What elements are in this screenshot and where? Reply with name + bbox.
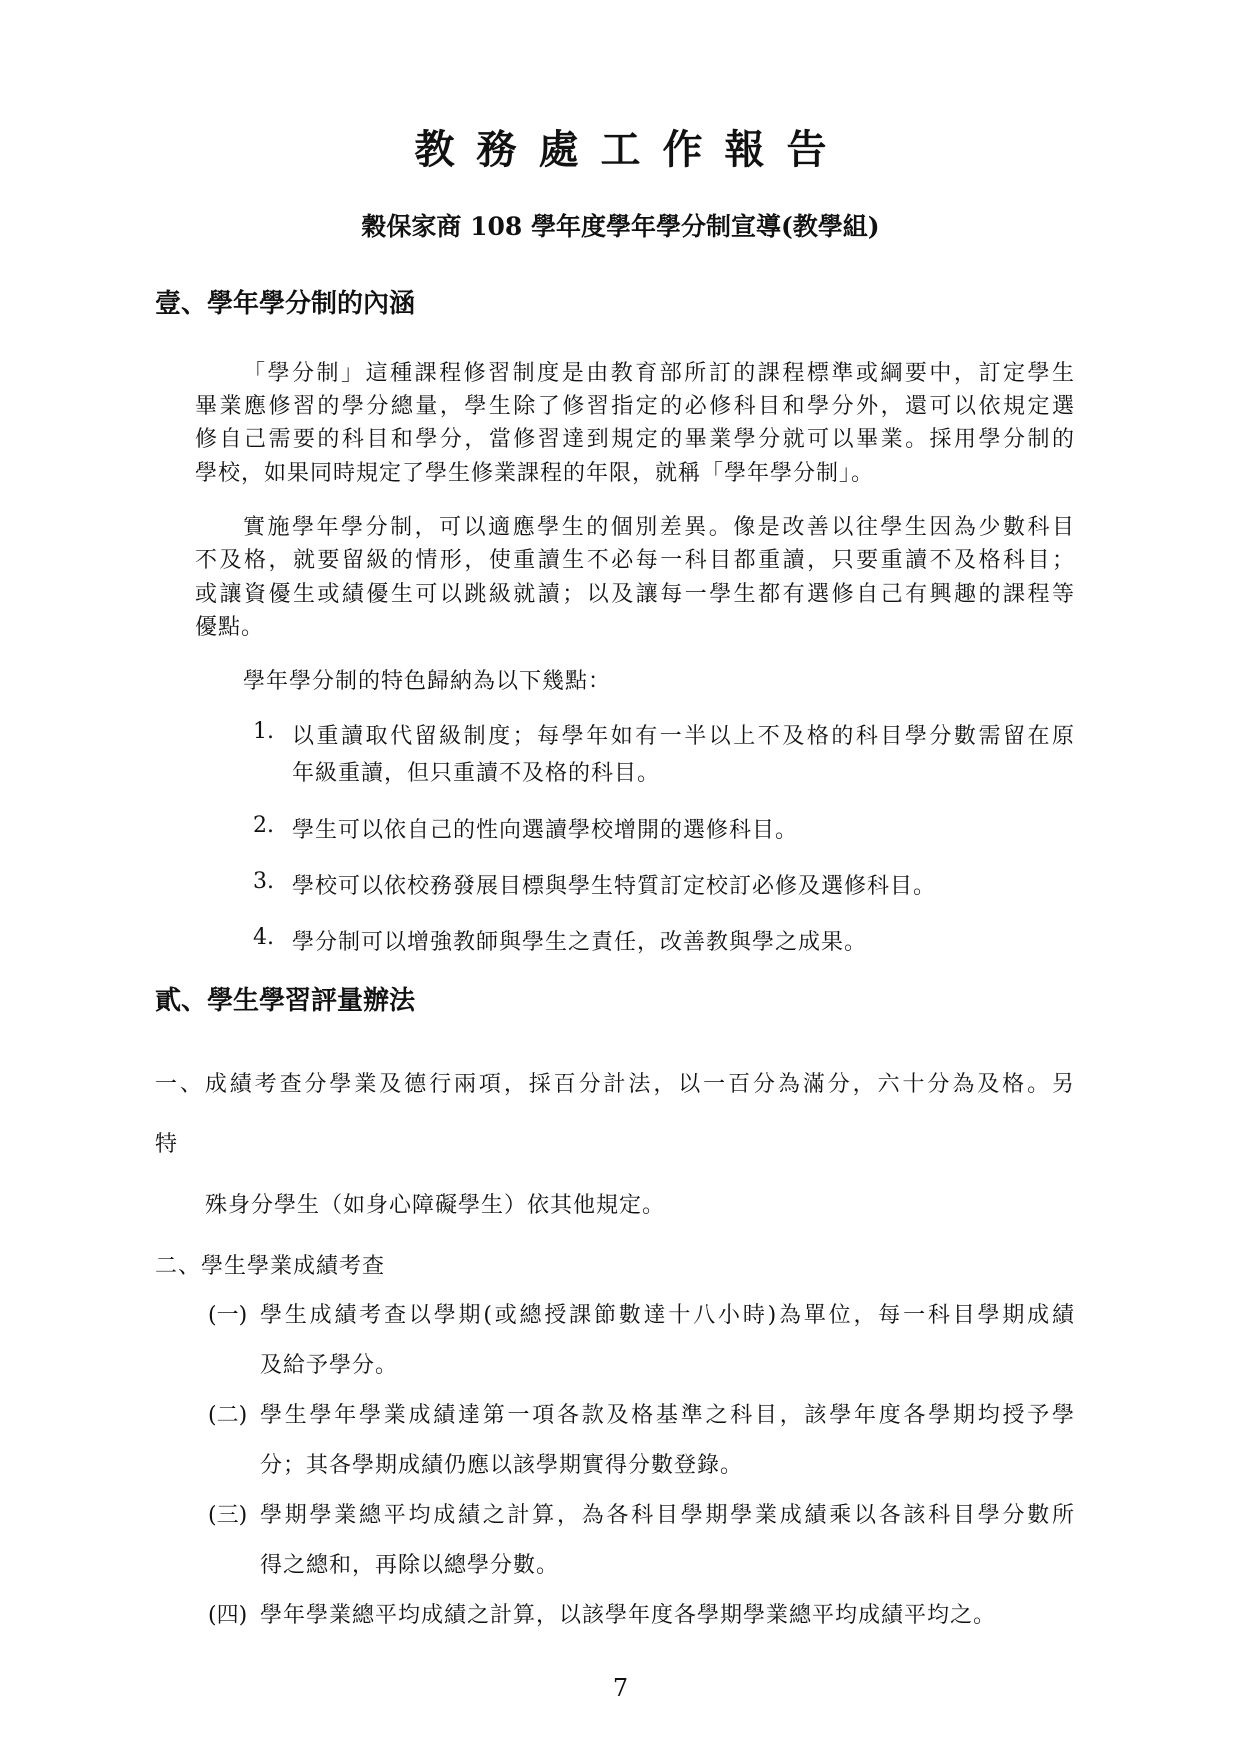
subitem-text: 學年學業總平均成績之計算，以該學年度各學期學業總平均成績平均之。 [260, 1603, 997, 1628]
subsection-title: 二、學生學業成績考查 [155, 1254, 386, 1279]
subitem-text: 分；其各學期成績仍應以該學期實得分數登錄。 [260, 1453, 744, 1478]
list-item-number: 1. [253, 719, 274, 744]
list-item-text: 學分制可以增強教師與學生之責任，改善教與學之成果。 [292, 930, 868, 955]
list-item-number: 3. [253, 869, 274, 894]
paragraph-line: 殊身分學生（如身心障礙學生）依其他規定。 [205, 1193, 666, 1218]
paragraph-line: 一、成績考查分學業及德行兩項，採百分計法，以一百分為滿分，六十分為及格。另 [155, 1072, 1075, 1097]
paragraph-line: 特 [155, 1132, 179, 1157]
subitem-number: (三) [208, 1503, 248, 1528]
paragraph-line: 學校，如果同時規定了學生修業課程的年限，就稱「學年學分制」。 [195, 461, 875, 486]
subitem-text: 得之總和，再除以總學分數。 [260, 1553, 560, 1578]
subitem-number: (二) [208, 1403, 248, 1428]
paragraph-line: 優點。 [195, 615, 265, 640]
page-subtitle: 穀保家商 108 學年度學年學分制宣導(教學組) [361, 212, 880, 241]
subitem-text: 學生成績考查以學期(或總授課節數達十八小時)為單位，每一科目學期成績 [260, 1303, 1075, 1328]
paragraph-line: 畢業應修習的學分總量，學生除了修習指定的必修科目和學分外，還可以依規定選 [195, 394, 1075, 419]
subitem-number: (四) [208, 1603, 248, 1628]
section-heading-2: 貳、學生學習評量辦法 [155, 986, 416, 1016]
subitem-number: (一) [208, 1303, 248, 1328]
paragraph-line: 「學分制」這種課程修習制度是由教育部所訂的課程標準或綱要中，訂定學生 [243, 361, 1075, 386]
list-item-text: 以重讀取代留級制度；每學年如有一半以上不及格的科目學分數需留在原 [292, 724, 1075, 749]
subitem-text: 學期學業總平均成績之計算，為各科目學期學業成績乘以各該科目學分數所 [260, 1503, 1075, 1528]
paragraph-line: 實施學年學分制，可以適應學生的個別差異。像是改善以往學生因為少數科目 [243, 515, 1075, 540]
page-number: 7 [612, 1674, 629, 1702]
subitem-text: 學生學年學業成績達第一項各款及格基準之科目，該學年度各學期均授予學 [260, 1403, 1075, 1428]
list-item-number: 4. [253, 925, 274, 950]
section-heading-1: 壹、學年學分制的內涵 [155, 289, 416, 319]
paragraph-line: 或讓資優生或績優生可以跳級就讀；以及讓每一學生都有選修自己有興趣的課程等 [195, 582, 1075, 607]
list-item-text: 學校可以依校務發展目標與學生特質訂定校訂必修及選修科目。 [292, 874, 937, 899]
list-intro: 學年學分制的特色歸納為以下幾點： [243, 669, 612, 694]
paragraph-line: 修自己需要的科目和學分，當修習達到規定的畢業學分就可以畢業。採用學分制的 [195, 427, 1075, 452]
page-title: 教務處工作報告 [414, 126, 849, 173]
subitem-text: 及給予學分。 [260, 1353, 399, 1378]
list-item-text: 學生可以依自己的性向選讀學校增開的選修科目。 [292, 818, 799, 843]
list-item-number: 2. [253, 813, 274, 838]
list-item-text: 年級重讀，但只重讀不及格的科目。 [292, 761, 661, 786]
paragraph-line: 不及格，就要留級的情形，使重讀生不必每一科目都重讀，只要重讀不及格科目； [195, 548, 1075, 573]
